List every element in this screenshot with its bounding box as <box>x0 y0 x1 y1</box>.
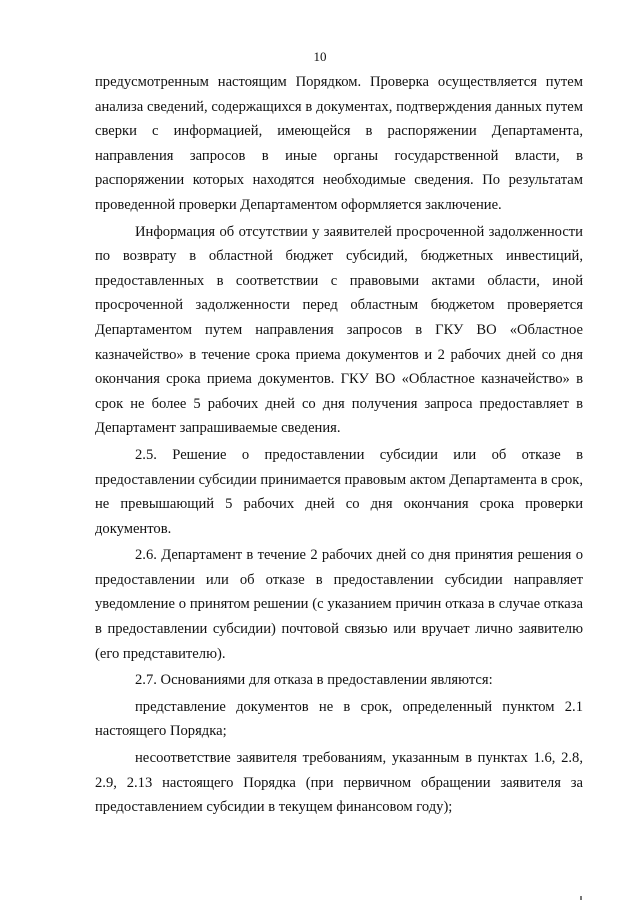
document-body <box>95 70 583 820</box>
paragraph-2-7: 2.7. Основаниями для отказа в предоставлении являются: <box>135 672 493 689</box>
paragraph-2-6: 2.6. Департамент в течение 2 рабочих дней со дня принятия решения о предоставлении или об отказе в предоставлении субсидии направляет уведомление о принятом решении (с указанием причин отказа в случае отказа в предоставлении субсидии) почтовой связью или вручает лично заявителю (его представителю). <box>95 547 583 662</box>
scan-mark <box>580 896 582 900</box>
paragraph-continuation: предусмотренным настоящим Порядком. Проверка осуществляется путем анализа сведений, содержащихся в документах, подтверждения данных путем сверки с информацией, имеющейся в распоряжении Департамента, направления запросов в иные органы государственной власти, в распоряжении которых находятся необходимые сведения. По результатам проведенной проверки Департаментом оформляется заключение. <box>95 74 583 213</box>
paragraph-2-5: 2.5. Решение о предоставлении субсидии или об отказе в предоставлении субсидии принимается правовым актом Департамента в срок, не превышающий 5 рабочих дней со дня окончания срока проверки документов. <box>95 446 583 537</box>
page-number: 10 <box>313 49 327 64</box>
paragraph-2-7-item-1: представление документов не в срок, определенный пунктом 2.1 настоящего Порядка; <box>95 698 583 740</box>
paragraph-debt-information: Информация об отсутствии у заявителей просроченной задолженности по возврату в областной бюджет субсидий, бюджетных инвестиций, предоставленных в соответствии с правовыми актами области, иной просроченной задолженности перед областным бюджетом проверяется Департаментом путем направления запросов в ГКУ ВО «Областное казначейство» в течение срока приема документов и 2 рабочих дней со дня окончания срока приема документов. ГКУ ВО «Областное казначейство» в срок не более 5 рабочих дней со дня получения запроса предоставляет в Департамент запрашиваемые сведения. <box>95 223 583 437</box>
paragraph-2-7-item-2: несоответствие заявителя требованиям, указанным в пунктах 1.6, 2.8, 2.9, 2.13 настоящего Порядка (при первичном обращении заявителя за предоставлением субсидии в текущем финансовом году); <box>95 750 583 816</box>
